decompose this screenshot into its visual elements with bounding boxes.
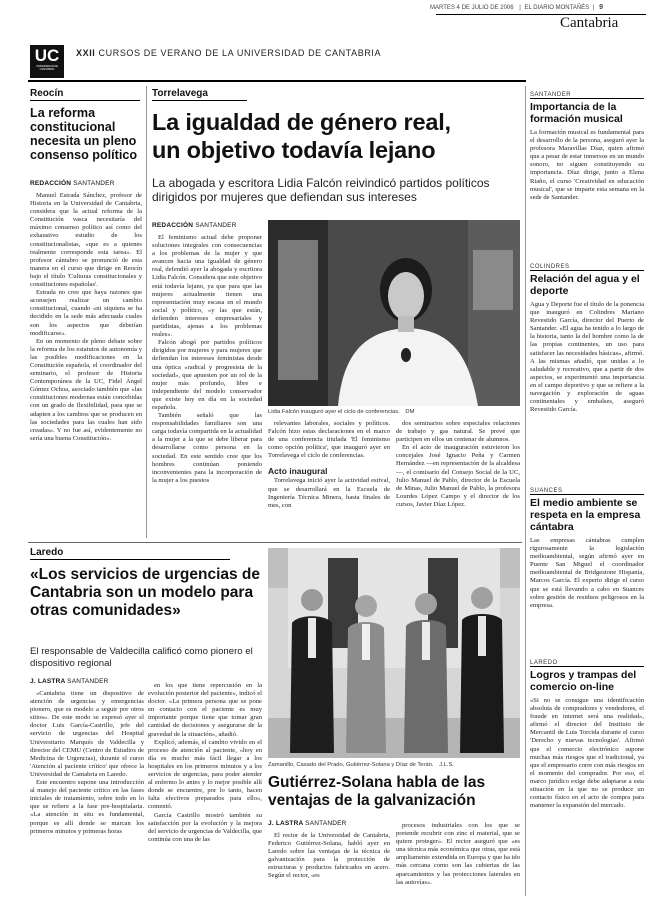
falcon-photo [268,220,520,406]
left-byline-author: REDACCIÓN [30,180,72,187]
main-paragraph: dos seminarios sobre especiales relaciones de trabajo y gas natural. Se prevé que participen en ellos un centenar de alumnos. [396,420,520,444]
sidebar-tag: COLINDRES [530,264,644,271]
laredo-kicker: Laredo [30,547,230,560]
banner-text: CURSOS DE VERANO DE LA UNIVERSIDAD DE CANTABRIA [98,48,382,58]
falcon-caption-text: Lidia Falcón inauguró ayer el ciclo de conferencias. [268,409,400,415]
laredo-col-2 [148,682,262,896]
section-title: Cantabria [560,15,619,31]
sidebar-tag: SANTANDER [530,92,644,99]
main-paragraph: Torrelavega inició ayer la actividad estival, que se desarrollará en la Escuela de Ingeniería Técnica Minera, hasta finales de mes, con [268,477,390,509]
uc-logo-sub: UNIVERSIDAD DE CANTABRIA [35,65,59,71]
falcon-caption [268,409,520,415]
sidebar-tag: LAREDO [530,660,644,667]
falcon-photo-art [268,220,520,406]
sidebar-item-4 [530,660,644,893]
galva-byline-place: SANTANDER [305,820,347,827]
sidebar-headline: Importancia de la formación musical [530,101,623,125]
main-kicker: Torrelavega [152,88,247,101]
sidebar-item-3 [530,488,644,649]
sidebar-item-2 [530,264,644,477]
group-caption-text: Zamanillo, Casado del Prado, Gutiérrez-Solana y Díaz de Terán. [268,762,434,768]
main-subhead2: Acto inaugural [268,466,328,477]
laredo-paragraph: García Castrillo mostró también su satisfacción por la evolución y la mejora del servicio de urgencias de Valdecilla, que continúa con una de las [148,811,262,843]
main-col-3 [396,420,520,537]
falcon-caption-credit: DM [405,409,415,415]
sidebar-text: Las empresas cántabras cumplen rigurosamente la legislación medioambiental, según afirmó ayer en Puente San Miguel el coordinador medioambiental de Bridgestone Hispania, Marcos García. El experto dirige el curso que se está llevando a cabo en Suances sobre gestión de residuos peligrosos en la empresa. [530,537,644,609]
group-photo [268,548,520,758]
laredo-subhead: El responsable de Valdecilla calificó como pionero el dispositivo regional [30,646,253,669]
group-photo-art [268,548,520,758]
left-headline: La reforma constitucional necesita un pleno consenso político [30,106,138,162]
left-divider [146,86,147,538]
galva-paragraph: procesos industriales con los que se pretende recubrir con zinc el material, que se quiere proteger». El rector aseguró que «es una técnica más económica que otras, que está ampliamente extendida en Europa y que ha ido más cercana como son las cubiertas de las aparcamientos y las protecciones laterales en las autovías». [396,822,520,886]
section-rule [28,542,522,543]
main-paragraph: El feminismo actual debe proponer soluciones integrales con consecuencias a los problemas de la mujer y que avancen hacia una igualdad de género real, defendió ayer la abogada y escritora Lidia Falcón. Considera que este objetivo está todavía lejano, ya que para que las mujeres actualmente tienen una representación muy escasa en el mundo social y político, «y las que están, defienden intereses empresariales y partidistas, ajenas a los problemas reales». [152,234,262,339]
sidebar-divider [525,86,526,896]
galva-paragraph: El rector de la Universidad de Cantabria, Federico Gutiérrez-Solana, habló ayer en Laredo sobre las ventajas de la técnica de galvanización para la protección de estructuras y productos fabricados en acero. Según el rector, «es [268,832,390,880]
galva-col-2 [396,822,520,896]
left-paragraph: Estrada no cree que haya razones que aconsejen realizar un cambio constitucional, cuando «ni siquiera se ha decidido en la sede más adecuada cuales son los aspectos que deberían modificarse». [30,289,142,337]
sidebar-headline: El medio ambiente se respeta en la empresa cántabra [530,497,641,533]
galva-byline-author: J. LASTRA [268,820,304,827]
page-number: 9 [599,4,603,11]
banner-rule [28,80,526,82]
uc-logo [30,45,64,78]
laredo-headline: «Los servicios de urgencias de Cantabria son un modelo para otras comunidades» [30,566,261,619]
laredo-paragraph: en los que tiene repercusión en la evolución posterior del paciente», indicó el doctor. «La primera persona que se pone en contacto con el paciente es muy importante porque tiene que tomar gran cantidad de decisiones y asegurarse de la gravedad de la situación», añadió. [148,682,262,738]
main-paragraph: relevantes laborales, sociales y políticos. Falcón hizo estas declaraciones en el marco de una conferencia titulada 'El feminismo como opción política', que inauguró ayer en Torrelavega el ciclo de conferencias. [268,420,390,460]
left-kicker: Reocín [30,88,140,101]
uc-logo-text: UC [34,46,60,65]
main-paragraph: También señaló que las responsabilidades familiares son una carga todavía compartida en la actualidad a la mujer a la que se debe liberar para desarrollarse como persona en la sociedad. En este sentido cree que los hombres continúan poniendo inconvenientes para la incorporación de la mujer a los puestos [152,412,262,484]
main-byline [152,222,237,229]
laredo-byline-author: J. LASTRA [30,678,66,685]
main-byline-author: REDACCIÓN [152,222,194,229]
main-byline-place: SANTANDER [195,222,237,229]
page-header: MARTES 4 DE JULIO DE 2006 | EL DIARIO MONTAÑÉS | 9 [430,4,603,11]
left-byline [30,180,115,187]
main-headline [152,108,522,164]
banner-title [76,48,381,58]
left-paragraph: En un momento de pleno debate sobre la reforma de los estatutos de autonomía y las posibles modificaciones en la Constitución española, el coordinador del seminario, el profesor de Historia Contemporánea de la UC, Fidel Ángel Gómez Ochoa, asociado también que «las constituciones modernas están concebidas con un grado de flexibilidad, para que se adapten a los cambios que se producen en las sociedades para las cuales han sido creadas». Y no fue así, evidentemente no sería una buena Constitución». [30,337,142,442]
sidebar-item-1 [530,92,644,241]
galva-col-1 [268,832,390,896]
left-paragraph: Manuel Estrada Sánchez, profesor de Historia en la Universidad de Cantabria, considera que la actual reforma de la Constitución vasca necesitaría del máximo consenso político así como del exhaustivo estudio de los constitucionalistas, «que es a quienes realmente corresponde esta tarea». El profesor cántabro se pronunció de esta manera en el curso que dirige en Reocín bajo el título 'Culturas constitucionales y constituciones españolas'. [30,192,142,289]
laredo-byline-place: SANTANDER [67,678,109,685]
main-headline-line1: La igualdad de género real, [152,109,451,135]
sidebar-tag: SUANCES [530,488,644,495]
group-caption-credit: J.L.S. [439,762,454,768]
laredo-paragraph: Este encuentro supone una introducción al manejo del paciente crítico en las fases iniciales de tratamiento, sobre todo en lo que se refiere a la fase pre-hospitalaria. «La atención in situ es fundamental, porque es allí donde se marcan los primeros minutos y primeras horas [30,779,144,835]
banner-roman: XXII [76,48,96,58]
laredo-byline [30,678,109,685]
left-body [30,192,142,532]
galva-byline [268,820,347,827]
header-date: MARTES 4 DE JULIO DE 2006 [430,5,514,11]
main-headline-line2: un objetivo todavía lejano [152,137,436,163]
group-caption [268,762,520,768]
header-paper: EL DIARIO MONTAÑÉS [524,5,590,11]
sidebar-headline: Logros y trampas del comercio on-line [530,669,637,693]
sidebar-text: «Si no se consigue una identificación absoluta de compradores y vendedores, el fraude en internet será una realidad», afirmó el director del Instituto de Mercantil de Luis Torcida durante el curso 'Derecho y nuevas tecnologías'. Afirmó que el comercio electrónico supone muchas más riesgos que el tradicional, ya que el empresario corre con más riesgos en el momento del comprador. Por eso, el marco jurídico exige debe adaptarse a esta situación en la que no se produce un contacto físico en el acto de compra para mantener la expansión del mercado. [530,697,644,810]
sidebar-text: La formación musical es fundamental para el desarrollo de la persona, aseguró ayer la profesora Maravillas Díaz, quien afirmó que a pesar de estar inmersos en un mundo sonoro, no siguen constituyendo su importancia. Díaz dirige, junto a Elena Riaño, el curso 'Creatividad en educación musical', que se imparte esta semana en la sede de Santander. [530,129,644,201]
laredo-paragraph: Explicó, además, el cambio vivido en el proceso de atención al paciente, «hoy en día es mucho más fácil llegar a los hospitales en los primeros minutos y a los servicios de urgencias, para poder atender al enfermo lo antes y lo mejor posible allí donde se encuentre, por lo tanto, hacen falta efectivos preparados para ello», comentó. [148,738,262,811]
left-byline-place: SANTANDER [73,180,115,187]
main-col-2 [268,420,390,537]
main-paragraph: En el acto de inauguración estuvieron los concejales José Ignacio Peña y Carmen Hernández —en representación de la alcaldesa—, el comisario del Consejo Social de la UC, Julio Manuel de Pablo, director de la Escuela de Minas, Julio Manuel de Pablo, la profesora Lourdes López Campo y el director de los cursos, Javier Díaz López. [396,444,520,508]
main-col-1 [152,234,262,537]
laredo-paragraph: «Cantabria tiene un dispositivo de atención de urgencias y emergencias pionero, que es modelo a seguir por otros sitios». De este modo se expresó ayer el doctor Luis García-Castrillo, jefe del servicio de urgencias del Hospital Universitario Marqués de Valdecilla y director del CEMU (Centro de Estudios de Medicina de Urgencias), durante el curso 'Atención al paciente crítico' que ofrece la Universidad de Cantabria en Laredo. [30,690,144,778]
galva-headline: Gutiérrez-Solana habla de las ventajas de la galvanización [268,774,486,809]
sidebar-text: Agua y Deporte fue el título de la ponencia que inauguró en Colindres Mariano Revestido García, director del Puerto de Santander. «El agua ha tenido a lo largo de la historia, tanto la del hombre como la de las propias continentes, un uso para satisfacer las necesidades básicas», afirmó. A las mismas añadió, que unidas a lo saludable y recreativo, que a partir de dos aspectos, se experimentó una importancia en el campo deportivo y que se refiere a la navegación y exploración de aguas continentales y embalses, aseguró Revestido García. [530,301,644,414]
main-subhead: La abogada y escritora Lidia Falcón reivindicó partidos políticos dirigidos por mujeres que defiendan sus intereses [152,176,490,204]
laredo-col-1 [30,690,144,896]
sidebar-headline: Relación del agua y el deporte [530,273,640,297]
main-paragraph: Falcón abogó por partidos políticos dirigidos por mujeres y para mujeres que defiendan los intereses feministas desde una óptica «radical y progresista de la sociedad», que apuesten por un rol de la mujer más profundo, libre e independiente del modelo conservador que existe hoy en día en la sociedad española. [152,339,262,411]
